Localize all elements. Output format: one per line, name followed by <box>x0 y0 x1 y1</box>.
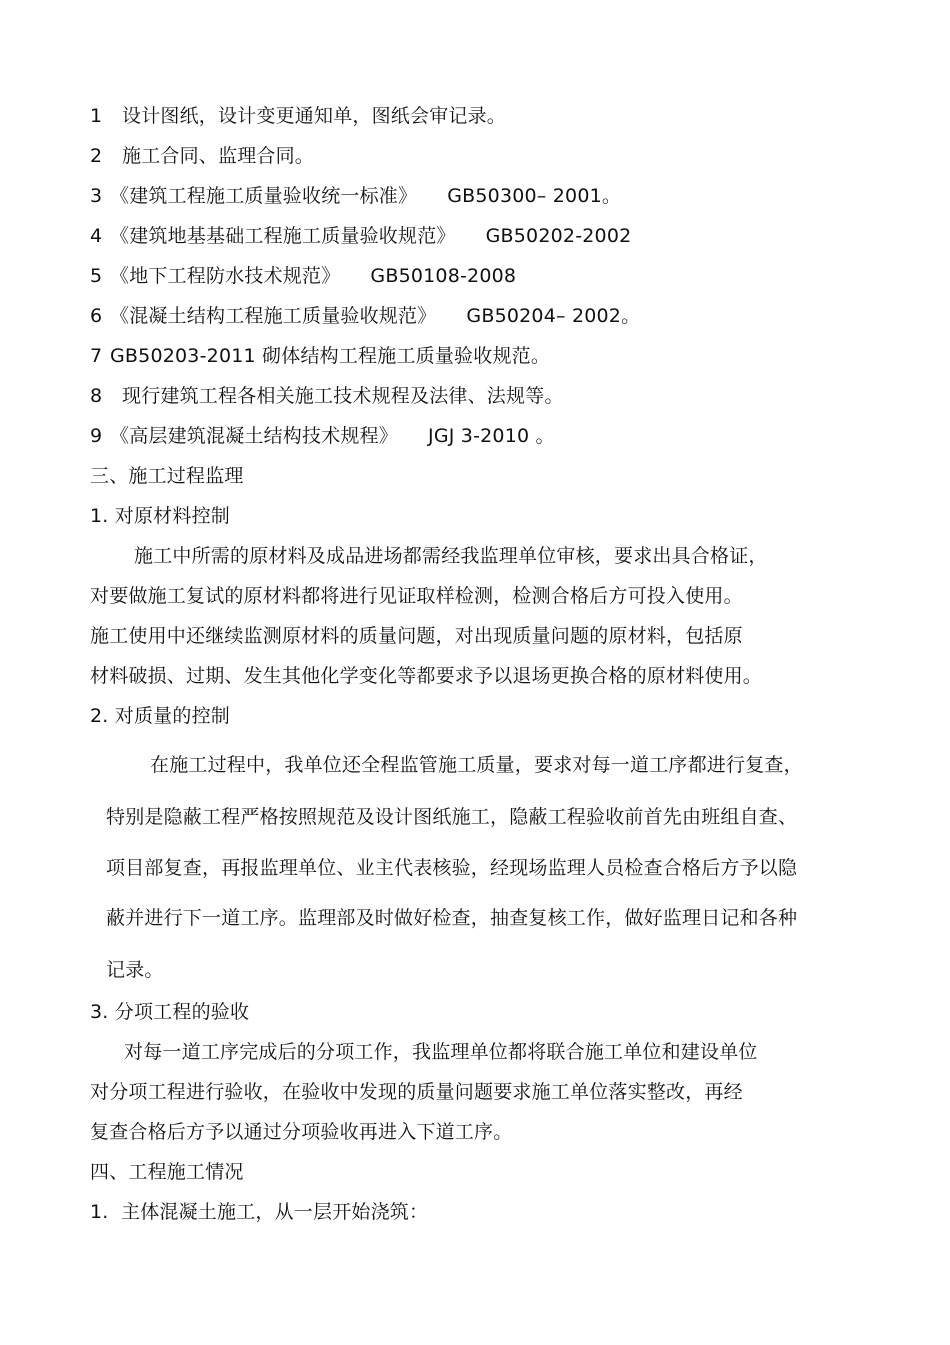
reference-item <box>90 383 564 409</box>
paragraph-line: 对每一道工序完成后的分项工作，我监理单位都将联合施工单位和建设单位 <box>124 1041 758 1063</box>
standard-code: GB50204– 2002。 <box>466 305 641 327</box>
reference-number: 8 <box>90 385 103 407</box>
reference-item <box>90 263 516 289</box>
reference-number: 6 <box>90 305 103 327</box>
standard-code: GB50108-2008 <box>370 265 517 287</box>
reference-text: GB50203-2011 砌体结构工程施工质量验收规范。 <box>110 345 551 367</box>
reference-number: 1 <box>90 105 103 127</box>
subsection-heading: 3. 分项工程的验收 <box>90 1001 250 1023</box>
paragraph-line: 记录。 <box>106 959 164 981</box>
standard-code: GB50300– 2001。 <box>447 185 622 207</box>
reference-item <box>90 303 640 329</box>
section-heading: 三、施工过程监理 <box>90 465 244 487</box>
list-item: 1. 主体混凝土施工，从一层开始浇筑： <box>90 1201 429 1223</box>
reference-number: 2 <box>90 145 103 167</box>
subsection-heading: 2. 对质量的控制 <box>90 705 230 727</box>
reference-item <box>90 103 506 129</box>
reference-text: 《建筑地基基础工程施工质量验收规范》 <box>110 225 456 247</box>
paragraph-line: 在施工过程中，我单位还全程监管施工质量，要求对每一道工序都进行复查， <box>150 754 803 776</box>
reference-number: 9 <box>90 425 103 447</box>
reference-item <box>90 183 621 209</box>
reference-number: 7 <box>90 345 103 367</box>
paragraph-line: 蔽并进行下一道工序。监理部及时做好检查，抽查复核工作，做好监理日记和各种 <box>106 907 798 929</box>
subsection-heading: 1. 对原材料控制 <box>90 505 230 527</box>
standard-code: GB50202-2002 <box>485 225 632 247</box>
paragraph-line: 特别是隐蔽工程严格按照规范及设计图纸施工，隐蔽工程验收前首先由班组自查、 <box>106 806 798 828</box>
paragraph-line: 复查合格后方予以通过分项验收再进入下道工序。 <box>90 1121 513 1143</box>
reference-item <box>90 343 550 369</box>
reference-text: 设计图纸，设计变更通知单，图纸会审记录。 <box>122 105 507 127</box>
reference-text: 《混凝土结构工程施工质量验收规范》 <box>110 305 437 327</box>
paragraph-line: 材料破损、过期、发生其他化学变化等都要求予以退场更换合格的原材料使用。 <box>90 665 763 687</box>
reference-text: 《高层建筑混凝土结构技术规程》 <box>110 425 399 447</box>
paragraph-line: 施工中所需的原材料及成品进场都需经我监理单位审核，要求出具合格证， <box>134 545 768 567</box>
reference-number: 3 <box>90 185 103 207</box>
reference-text: 《建筑工程施工质量验收统一标准》 <box>110 185 418 207</box>
reference-item <box>90 423 555 449</box>
paragraph-line: 项目部复查，再报监理单位、业主代表核验，经现场监理人员检查合格后方予以隐 <box>106 857 798 879</box>
reference-item <box>90 143 314 169</box>
paragraph-line: 施工使用中还继续监测原材料的质量问题，对出现质量问题的原材料，包括原 <box>90 625 743 647</box>
standard-code: JGJ 3-2010 。 <box>428 425 555 447</box>
reference-item <box>90 223 631 249</box>
reference-text: 施工合同、监理合同。 <box>122 145 315 167</box>
reference-text: 现行建筑工程各相关施工技术规程及法律、法规等。 <box>122 385 564 407</box>
paragraph-line: 对分项工程进行验收，在验收中发现的质量问题要求施工单位落实整改，再经 <box>90 1081 743 1103</box>
section-heading: 四、工程施工情况 <box>90 1161 244 1183</box>
reference-text: 《地下工程防水技术规范》 <box>110 265 341 287</box>
paragraph-line: 对要做施工复试的原材料都将进行见证取样检测，检测合格后方可投入使用。 <box>90 585 743 607</box>
reference-number: 4 <box>90 225 103 247</box>
reference-number: 5 <box>90 265 103 287</box>
